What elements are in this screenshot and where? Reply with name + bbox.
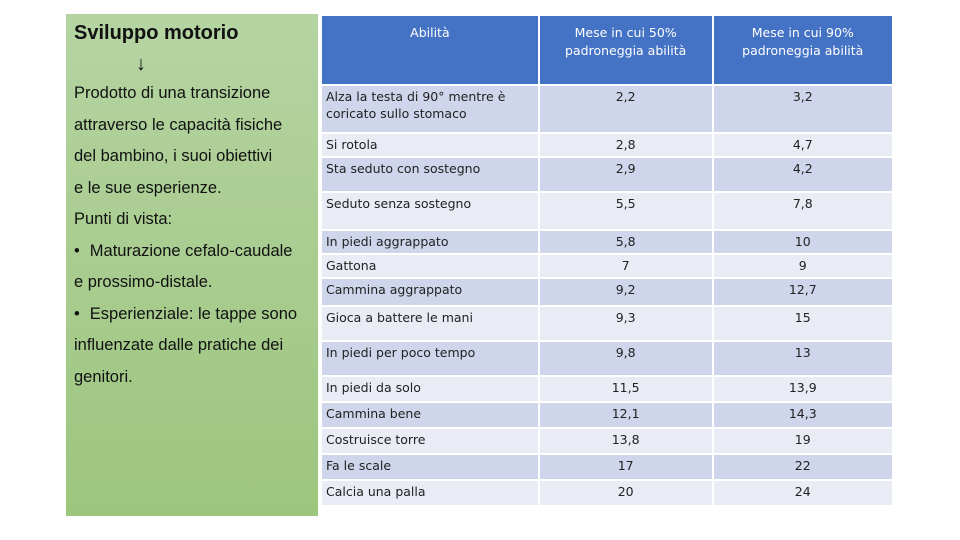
cell-month-90: 14,3 [714,403,892,427]
text-panel [66,14,318,516]
panel-body [74,78,310,393]
cell-month-50: 11,5 [540,377,712,401]
body-line: e prossimo-distale. [74,273,213,291]
cell-month-90: 13,9 [714,377,892,401]
body-line: attraverso le capacità fisiche [74,115,283,134]
cell-skill: In piedi per poco tempo [322,342,538,375]
cell-month-90: 4,2 [714,158,892,191]
table-row [322,403,892,427]
table-row [322,307,892,340]
table-row [322,429,892,453]
cell-month-90: 3,2 [714,86,892,132]
body-line: Prodotto di una transizione [74,84,271,102]
body-line: Punti di vista: [74,210,173,228]
cell-month-50: 5,5 [540,193,712,229]
cell-skill: Calcia una palla [322,481,538,505]
cell-month-50: 9,3 [540,307,712,340]
cell-month-50: 13,8 [540,429,712,453]
table-row [322,481,892,505]
cell-skill: Cammina bene [322,403,538,427]
cell-skill: Costruisce torre [322,429,538,453]
cell-skill: Alza la testa di 90° mentre è coricato sullo stomaco [322,86,538,132]
header-mese-90: Mese in cui 90% padroneggia abilità [714,16,892,84]
header-mese-50: Mese in cui 50% padroneggia abilità [540,16,712,84]
table-row [322,231,892,253]
cell-skill: Seduto senza sostegno [322,193,538,229]
cell-month-50: 17 [540,455,712,479]
cell-month-50: 2,9 [540,158,712,191]
body-line: e le sue esperienze. [74,178,222,197]
table-row [322,193,892,229]
milestones-table [320,14,894,507]
cell-month-90: 15 [714,307,892,340]
body-line: influenzate dalle pratiche dei [74,336,284,354]
table-row [322,455,892,479]
cell-month-90: 4,7 [714,134,892,156]
cell-month-50: 2,8 [540,134,712,156]
table-row [322,158,892,191]
cell-month-50: 9,2 [540,279,712,305]
cell-skill: In piedi aggrappato [322,231,538,253]
cell-month-50: 9,8 [540,342,712,375]
table-row [322,134,892,156]
table-header-row [322,16,892,84]
cell-month-50: 7 [540,255,712,277]
table-row [322,255,892,277]
table-row [322,86,892,132]
cell-month-90: 22 [714,455,892,479]
cell-month-50: 12,1 [540,403,712,427]
cell-skill: Fa le scale [322,455,538,479]
bullet-item: • Maturazione cefalo-caudale [74,236,310,268]
table-row [322,279,892,305]
bullet-item: • Esperienziale: le tappe sono [74,299,310,331]
table-row [322,342,892,375]
body-line: del bambino, i suoi obiettivi [74,147,273,165]
cell-month-50: 5,8 [540,231,712,253]
cell-month-50: 20 [540,481,712,505]
cell-skill: In piedi da solo [322,377,538,401]
down-arrow-icon: ↓ [136,53,146,75]
cell-month-50: 2,2 [540,86,712,132]
cell-month-90: 13 [714,342,892,375]
cell-skill: Gioca a battere le mani [322,307,538,340]
cell-month-90: 7,8 [714,193,892,229]
cell-month-90: 12,7 [714,279,892,305]
cell-month-90: 10 [714,231,892,253]
cell-skill: Si rotola [322,134,538,156]
cell-month-90: 24 [714,481,892,505]
cell-skill: Cammina aggrappato [322,279,538,305]
table-body [322,86,892,505]
body-line: genitori. [74,367,133,386]
cell-month-90: 19 [714,429,892,453]
cell-skill: Sta seduto con sostegno [322,158,538,191]
table-row [322,377,892,401]
cell-skill: Gattona [322,255,538,277]
cell-month-90: 9 [714,255,892,277]
panel-title: Sviluppo motorio [74,22,239,44]
header-abilita: Abilità [322,16,538,84]
